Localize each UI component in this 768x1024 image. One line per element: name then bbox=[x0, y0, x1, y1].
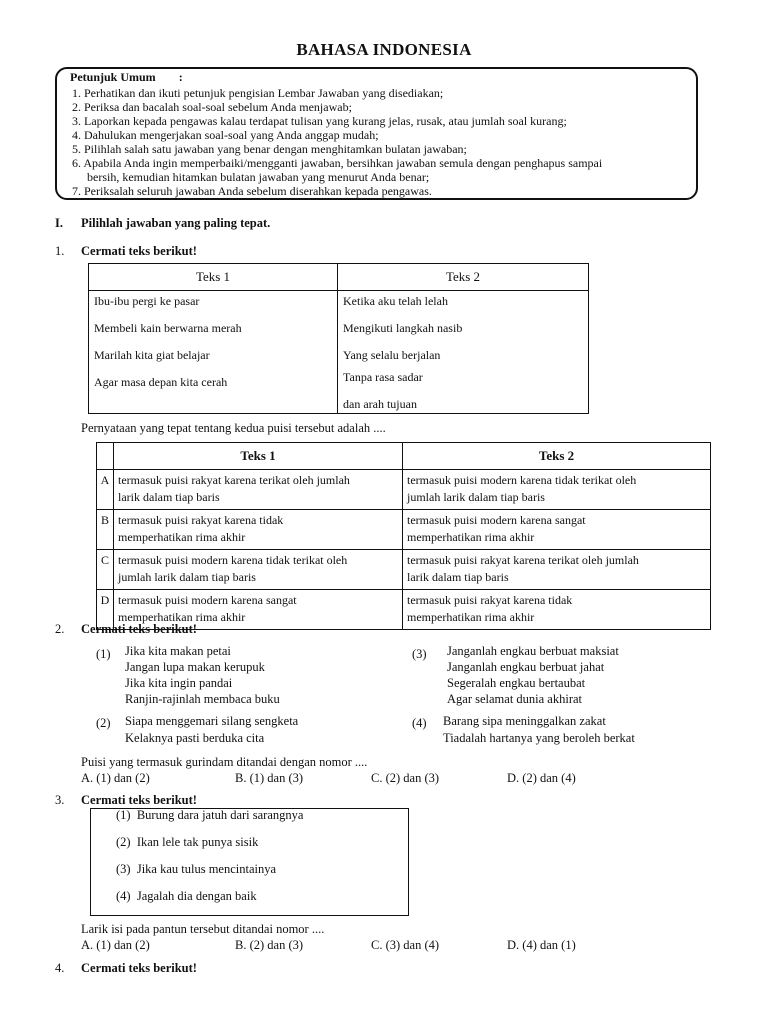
section-label: Pilihlah jawaban yang paling tepat. bbox=[81, 216, 271, 230]
teks2-header: Teks 2 bbox=[338, 264, 589, 291]
q2-number: 2. bbox=[55, 622, 65, 636]
q1-instruction: Cermati teks berikut! bbox=[81, 244, 197, 258]
teks1-cell bbox=[89, 291, 338, 414]
option-letter: D bbox=[97, 590, 114, 630]
q3-line: (2) Ikan lele tak punya sisik bbox=[116, 835, 259, 849]
instruction-item: 7. Periksalah seluruh jawaban Anda sebelum diserahkan kepada pengawas. bbox=[72, 184, 432, 198]
option-text: jumlah larik dalam tiap baris bbox=[118, 570, 256, 584]
option-letter: C bbox=[97, 550, 114, 590]
q1-options-table bbox=[96, 442, 711, 630]
instruction-item: 1. Perhatikan dan ikuti petunjuk pengisian Lembar Jawaban yang disediakan; bbox=[72, 86, 444, 100]
option-row-a[interactable] bbox=[97, 470, 711, 510]
q2-answer-a[interactable]: A. (1) dan (2) bbox=[81, 771, 150, 785]
option-text: termasuk puisi rakyat karena terikat oleh jumlah bbox=[118, 473, 350, 487]
poem2-number: (2) bbox=[96, 716, 111, 730]
poem1-line: Jika kita makan petai bbox=[125, 644, 231, 658]
options-header-teks2: Teks 2 bbox=[403, 443, 711, 470]
instruction-item: 4. Dahulukan mengerjakan soal-soal yang Anda anggap mudah; bbox=[72, 128, 379, 142]
teks1-line: Agar masa depan kita cerah bbox=[94, 375, 228, 389]
q3-answer-d[interactable]: D. (4) dan (1) bbox=[507, 938, 576, 952]
poem1-line: Jangan lupa makan kerupuk bbox=[125, 660, 265, 674]
q1-text-table bbox=[88, 263, 589, 414]
q4-instruction: Cermati teks berikut! bbox=[81, 961, 197, 975]
instructions-heading bbox=[70, 70, 183, 85]
poem3-line: Janganlah engkau berbuat jahat bbox=[447, 660, 605, 674]
option-teks2 bbox=[403, 550, 711, 590]
poem4-number: (4) bbox=[412, 716, 427, 730]
option-text: termasuk puisi rakyat karena tidak bbox=[407, 593, 573, 607]
poem1-number: (1) bbox=[96, 647, 111, 661]
teks2-line: Mengikuti langkah nasib bbox=[343, 321, 463, 335]
q3-line: (3) Jika kau tulus mencintainya bbox=[116, 862, 277, 876]
page-title: BAHASA INDONESIA bbox=[296, 40, 472, 59]
poem3-number: (3) bbox=[412, 647, 427, 661]
teks2-line: Yang selalu berjalan bbox=[343, 348, 441, 362]
option-text: termasuk puisi rakyat karena tidak bbox=[118, 513, 284, 527]
poem3-line: Segeralah engkau bertaubat bbox=[447, 676, 586, 690]
option-letter: A bbox=[97, 470, 114, 510]
option-teks2 bbox=[403, 510, 711, 550]
q3-answer-c[interactable]: C. (3) dan (4) bbox=[371, 938, 440, 952]
option-text: termasuk puisi rakyat karena terikat oleh jumlah bbox=[407, 553, 639, 567]
q3-answer-a[interactable]: A. (1) dan (2) bbox=[81, 938, 150, 952]
q4-number: 4. bbox=[55, 961, 65, 975]
option-row-b[interactable] bbox=[97, 510, 711, 550]
poem1-line: Jika kita ingin pandai bbox=[125, 676, 233, 690]
instruction-item: 6. Apabila Anda ingin memperbaiki/mengganti jawaban, bersihkan jawaban semula dengan penghapus sampai bbox=[72, 156, 603, 170]
q1-question: Pernyataan yang tepat tentang kedua puisi tersebut adalah .... bbox=[81, 421, 386, 435]
teks2-line: dan arah tujuan bbox=[343, 397, 417, 411]
options-header-teks1: Teks 1 bbox=[114, 443, 403, 470]
teks1-header: Teks 1 bbox=[89, 264, 338, 291]
option-text: termasuk puisi modern karena tidak terikat oleh bbox=[118, 553, 348, 567]
option-text: larik dalam tiap baris bbox=[118, 490, 220, 504]
q2-question: Puisi yang termasuk gurindam ditandai dengan nomor .... bbox=[81, 755, 368, 769]
teks2-line: Tanpa rasa sadar bbox=[343, 370, 423, 384]
q3-number: 3. bbox=[55, 793, 65, 807]
teks2-line: Ketika aku telah lelah bbox=[343, 294, 448, 308]
option-row-c[interactable] bbox=[97, 550, 711, 590]
q3-line: (1) Burung dara jatuh dari sarangnya bbox=[116, 808, 304, 822]
poem3-line: Janganlah engkau berbuat maksiat bbox=[447, 644, 619, 658]
poem2-line: Siapa menggemari silang sengketa bbox=[125, 714, 299, 728]
option-text: termasuk puisi modern karena sangat bbox=[407, 513, 586, 527]
poem3-line: Agar selamat dunia akhirat bbox=[447, 692, 583, 706]
q2-answer-b[interactable]: B. (1) dan (3) bbox=[235, 771, 304, 785]
option-text: memperhatikan rima akhir bbox=[118, 610, 246, 624]
q2-instruction: Cermati teks berikut! bbox=[81, 622, 197, 636]
instructions-heading-label: Petunjuk Umum bbox=[70, 70, 156, 84]
poem1-line: Ranjin-rajinlah membaca buku bbox=[125, 692, 280, 706]
option-teks1 bbox=[114, 550, 403, 590]
q3-answer-b[interactable]: B. (2) dan (3) bbox=[235, 938, 304, 952]
instruction-item: 5. Pilihlah salah satu jawaban yang benar dengan menghitamkan bulatan jawaban; bbox=[72, 142, 467, 156]
instruction-item: 2. Periksa dan bacalah soal-soal sebelum Anda menjawab; bbox=[72, 100, 352, 114]
teks1-line: Ibu-ibu pergi ke pasar bbox=[94, 294, 200, 308]
section-number: I. bbox=[55, 216, 63, 230]
q3-line: (4) Jagalah dia dengan baik bbox=[116, 889, 257, 903]
option-text: termasuk puisi modern karena sangat bbox=[118, 593, 297, 607]
option-teks1 bbox=[114, 470, 403, 510]
q3-question: Larik isi pada pantun tersebut ditandai nomor .... bbox=[81, 922, 325, 936]
instructions-colon: : bbox=[178, 70, 183, 84]
option-teks2 bbox=[403, 470, 711, 510]
instruction-item: 3. Laporkan kepada pengawas kalau terdapat tulisan yang kurang jelas, rusak, atau jumlah soal kurang; bbox=[72, 114, 567, 128]
teks2-cell bbox=[338, 291, 589, 414]
q3-instruction: Cermati teks berikut! bbox=[81, 793, 197, 807]
q2-answer-c[interactable]: C. (2) dan (3) bbox=[371, 771, 440, 785]
teks1-line: Membeli kain berwarna merah bbox=[94, 321, 242, 335]
q2-answer-d[interactable]: D. (2) dan (4) bbox=[507, 771, 576, 785]
poem4-line: Tiadalah hartanya yang beroleh berkat bbox=[443, 731, 635, 745]
option-text: larik dalam tiap baris bbox=[407, 570, 509, 584]
option-text: memperhatikan rima akhir bbox=[407, 530, 535, 544]
option-text: memperhatikan rima akhir bbox=[407, 610, 535, 624]
option-text: jumlah larik dalam tiap baris bbox=[407, 490, 545, 504]
option-text: memperhatikan rima akhir bbox=[118, 530, 246, 544]
poem2-line: Kelaknya pasti berduka cita bbox=[125, 731, 265, 745]
options-corner bbox=[97, 443, 114, 470]
instruction-item: bersih, kemudian hitamkan bulatan jawaban yang menurut Anda benar; bbox=[72, 170, 430, 184]
option-letter: B bbox=[97, 510, 114, 550]
teks1-line: Marilah kita giat belajar bbox=[94, 348, 210, 362]
poem4-line: Barang sipa meninggalkan zakat bbox=[443, 714, 606, 728]
q1-number: 1. bbox=[55, 244, 65, 258]
option-text: termasuk puisi modern karena tidak terikat oleh bbox=[407, 473, 637, 487]
option-teks2 bbox=[403, 590, 711, 630]
option-teks1 bbox=[114, 510, 403, 550]
